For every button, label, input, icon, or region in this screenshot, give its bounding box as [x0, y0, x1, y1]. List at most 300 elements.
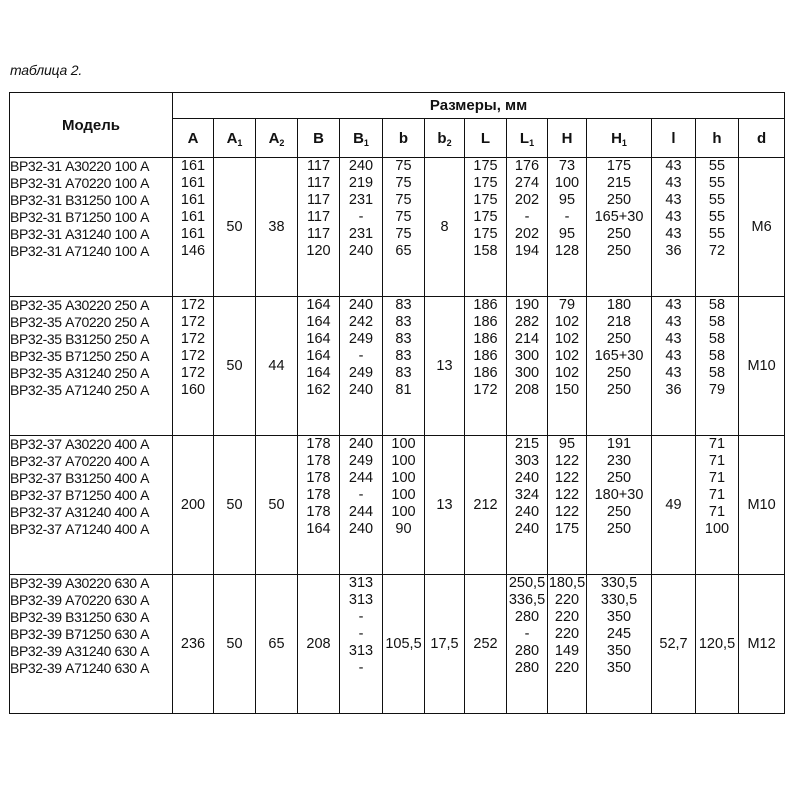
dimension-value: 180 [606, 297, 632, 313]
dimension-value: 220 [554, 592, 580, 608]
model-name: ВР32-35 А30220 250 А [10, 297, 150, 313]
column-header-subscript: 2 [446, 137, 452, 148]
dimension-value: 175 [554, 521, 580, 537]
model-list-cell [10, 436, 173, 575]
dimension-value: 186 [473, 297, 498, 313]
dimension-value: 250,5 [508, 575, 546, 591]
dimension-value: 240 [514, 504, 540, 520]
dimension-value: 149 [554, 643, 580, 659]
dimension-value: М6 [751, 218, 772, 235]
dimension-value: 36 [665, 243, 682, 259]
table-caption: таблица 2. [10, 62, 83, 78]
dimension-cell [383, 436, 425, 575]
dimension-value: 100 [391, 504, 416, 520]
dimension-value: 43 [665, 158, 682, 174]
dimension-cell [652, 297, 696, 436]
model-name: ВР32-37 А31240 400 А [10, 504, 150, 520]
dimension-value: 175 [473, 175, 498, 191]
dimension-value: 250 [606, 504, 632, 520]
dimension-value: 214 [514, 331, 540, 347]
dimension-value: 172 [180, 348, 206, 364]
dimension-cell [548, 158, 587, 297]
dimension-value: 172 [180, 297, 206, 313]
dimension-value: 43 [665, 348, 682, 364]
dimension-value: 100 [391, 453, 416, 469]
dimension-value: - [358, 609, 364, 625]
dimension-value: 350 [606, 643, 632, 659]
dimension-value: 240 [348, 297, 374, 313]
dimension-cell [696, 575, 739, 714]
model-name: ВР32-39 А31240 630 А [10, 643, 150, 659]
header-row-group [10, 93, 785, 119]
dimension-value: 65 [268, 635, 285, 652]
dimension-value: 220 [554, 626, 580, 642]
dimension-cell [696, 436, 739, 575]
dimension-cell [340, 158, 383, 297]
dimension-value: 200 [180, 496, 206, 513]
dimension-cell [548, 297, 587, 436]
column-header-letter: A [226, 129, 238, 147]
dimension-value: 75 [395, 175, 412, 191]
dimension-value: 231 [348, 192, 374, 208]
dimension-value: 172 [180, 331, 206, 347]
dimension-value: 180+30 [594, 487, 644, 503]
dimension-cell [425, 436, 465, 575]
dimension-value: 215 [514, 436, 540, 452]
dimension-value: - [564, 209, 570, 225]
dimension-value: 164 [306, 348, 331, 364]
column-header-letter: b [437, 129, 447, 147]
dimension-value: 161 [180, 209, 206, 225]
dimension-value: 75 [395, 209, 412, 225]
model-header: Модель [10, 93, 173, 158]
dimension-value: 250 [606, 382, 632, 398]
dimension-cell [652, 158, 696, 297]
dimension-value: 122 [554, 470, 580, 486]
dimension-cell [383, 158, 425, 297]
model-list-cell [10, 297, 173, 436]
dimension-value: 178 [306, 436, 331, 452]
column-header [465, 119, 507, 158]
dimension-value: 175 [473, 226, 498, 242]
dimension-value: 120,5 [698, 635, 736, 652]
dimension-cell [340, 297, 383, 436]
column-header [739, 119, 785, 158]
dimension-cell [587, 436, 652, 575]
column-header-letter: A [268, 129, 280, 147]
dimension-value: 43 [665, 297, 682, 313]
column-header-letter: l [671, 129, 676, 147]
column-header [340, 119, 383, 158]
dimension-value: 117 [306, 209, 331, 225]
dimensions-table [9, 92, 785, 714]
dimension-value: 71 [708, 470, 726, 486]
dimension-value: 50 [268, 496, 285, 513]
dimension-value: 172 [473, 382, 498, 398]
dimension-cell [587, 158, 652, 297]
dimension-value: 274 [514, 175, 540, 191]
dimension-value: - [358, 209, 364, 225]
dimension-value: 202 [514, 226, 540, 242]
dimension-cell [739, 297, 785, 436]
dimension-value: 164 [306, 297, 331, 313]
column-header [173, 119, 214, 158]
dimension-value: 50 [226, 496, 243, 513]
dimension-value: 120 [306, 243, 331, 259]
dimension-value: 250 [606, 365, 632, 381]
dimension-value: 282 [514, 314, 540, 330]
dimension-value: 17,5 [430, 635, 459, 652]
dimension-cell [256, 158, 298, 297]
dimension-value: 43 [665, 365, 682, 381]
dimension-value: 102 [554, 331, 580, 347]
dimension-value: - [358, 626, 364, 642]
dimension-value: 102 [554, 314, 580, 330]
dimension-value: 100 [554, 175, 580, 191]
model-name: ВР32-37 В71250 400 А [10, 487, 150, 503]
model-name: ВР32-31 В31250 100 А [10, 192, 150, 208]
dimension-value: 252 [473, 635, 498, 652]
dimension-value: 249 [348, 331, 374, 347]
dimension-value: 178 [306, 470, 331, 486]
dimension-value: 83 [395, 314, 412, 330]
dimension-value: 165+30 [594, 209, 644, 225]
dimension-cell [173, 436, 214, 575]
dimension-value: 164 [306, 365, 331, 381]
dimension-value: 71 [708, 504, 726, 520]
dimension-value: 117 [306, 192, 331, 208]
dimension-value: 160 [180, 382, 206, 398]
dimension-cell [383, 297, 425, 436]
dimension-value: 102 [554, 348, 580, 364]
model-name: ВР32-39 А70220 630 А [10, 592, 150, 608]
dimension-cell [739, 158, 785, 297]
dimension-value: 249 [348, 365, 374, 381]
dimension-value: М10 [747, 496, 776, 513]
dimension-value: 219 [348, 175, 374, 191]
dimension-value: 324 [514, 487, 540, 503]
column-header [696, 119, 739, 158]
dimension-value: 240 [348, 382, 374, 398]
dimension-value: 100 [391, 470, 416, 486]
column-header-letter: H [611, 129, 622, 147]
dimension-value: 71 [708, 487, 726, 503]
dimension-value: 175 [473, 192, 498, 208]
dimension-value: 43 [665, 314, 682, 330]
dimension-value: 8 [440, 218, 449, 235]
dimension-value: 230 [606, 453, 632, 469]
dimension-value: 105,5 [385, 635, 422, 652]
column-header [652, 119, 696, 158]
dimension-cell [425, 575, 465, 714]
dimension-value: 50 [226, 218, 243, 235]
dimension-cell [652, 575, 696, 714]
dimension-value: 117 [306, 226, 331, 242]
dimension-value: 58 [708, 365, 726, 381]
column-header-letter: B [313, 129, 324, 147]
model-list-cell [10, 575, 173, 714]
dimension-value: 244 [348, 470, 374, 486]
dimension-value: 75 [395, 158, 412, 174]
dimension-cell [739, 436, 785, 575]
dimension-value: 50 [226, 635, 243, 652]
dimension-value: 250 [606, 521, 632, 537]
model-name: ВР32-39 А30220 630 А [10, 575, 150, 591]
dimension-value: 300 [514, 348, 540, 364]
dimension-value: 178 [306, 453, 331, 469]
dimension-value: 161 [180, 175, 206, 191]
dimension-value: 245 [606, 626, 632, 642]
column-header-letter: B [353, 129, 364, 147]
dimension-value: 250 [606, 331, 632, 347]
dimension-value: 208 [514, 382, 540, 398]
column-header [214, 119, 256, 158]
dimension-value: 280 [514, 609, 540, 625]
dimension-cell [652, 436, 696, 575]
dimension-value: 350 [606, 609, 632, 625]
dimension-value: 336,5 [508, 592, 546, 608]
dimension-value: 175 [473, 209, 498, 225]
dimension-value: 249 [348, 453, 374, 469]
dimension-value: 330,5 [600, 592, 638, 608]
dimension-value: 180,5 [548, 575, 586, 591]
column-header-letter: b [398, 129, 409, 147]
dimension-value: 102 [554, 365, 580, 381]
model-name: ВР32-31 А30220 100 А [10, 158, 150, 174]
dimension-value: 73 [558, 158, 576, 174]
model-name: ВР32-31 В71250 100 А [10, 209, 150, 225]
dimension-value: 83 [395, 348, 412, 364]
dimension-value: 250 [606, 470, 632, 486]
dimension-cell [173, 158, 214, 297]
model-group-row [10, 436, 785, 575]
dimension-value: 83 [395, 365, 412, 381]
dimension-cell [340, 436, 383, 575]
dimension-value: 240 [348, 243, 374, 259]
dimension-value: 52,7 [659, 635, 688, 652]
dimension-value: 303 [514, 453, 540, 469]
dimension-value: 313 [348, 643, 374, 659]
dimension-value: 240 [348, 158, 374, 174]
dimension-cell [214, 575, 256, 714]
dimension-value: 186 [473, 314, 498, 330]
dimension-value: 58 [708, 297, 726, 313]
dimension-value: 65 [395, 243, 412, 259]
dimension-value: 146 [180, 243, 206, 259]
model-name: ВР32-37 А30220 400 А [10, 436, 150, 452]
dimension-cell [298, 297, 340, 436]
dimension-value: - [524, 209, 530, 225]
dimension-value: 178 [306, 487, 331, 503]
dimension-value: 122 [554, 504, 580, 520]
dimension-cell [507, 297, 548, 436]
column-header [507, 119, 548, 158]
model-group-row [10, 575, 785, 714]
dimension-cell [256, 436, 298, 575]
column-header-subscript: 2 [279, 137, 285, 148]
dimension-value: М10 [747, 357, 776, 374]
model-name: ВР32-39 В31250 630 А [10, 609, 150, 625]
column-header-letter: H [561, 129, 573, 147]
dimension-value: 215 [606, 175, 632, 191]
dimension-value: 71 [708, 453, 726, 469]
dimension-cell [298, 158, 340, 297]
dimension-value: 100 [391, 436, 416, 452]
dimension-cell [214, 436, 256, 575]
dimension-cell [507, 158, 548, 297]
dimension-value: 95 [558, 226, 576, 242]
dimension-value: 186 [473, 365, 498, 381]
dimension-value: 178 [306, 504, 331, 520]
model-name: ВР32-31 А70220 100 А [10, 175, 150, 191]
column-header [256, 119, 298, 158]
dimension-value: 164 [306, 314, 331, 330]
dimension-value: 161 [180, 226, 206, 242]
dimension-cell [214, 297, 256, 436]
column-header-letter: A [187, 129, 199, 147]
dimension-value: 43 [665, 226, 682, 242]
column-header-subscript: 1 [237, 137, 243, 148]
dimension-cell [173, 575, 214, 714]
dimension-value: 244 [348, 504, 374, 520]
dimension-value: 172 [180, 314, 206, 330]
dimension-value: 280 [514, 660, 540, 676]
dimension-value: 13 [436, 496, 453, 513]
model-name: ВР32-31 А71240 100 А [10, 243, 150, 259]
dimension-value: 172 [180, 365, 206, 381]
dimension-cell [548, 436, 587, 575]
dimension-value: 83 [395, 331, 412, 347]
dimension-value: 240 [514, 521, 540, 537]
model-group-row [10, 297, 785, 436]
dimension-cell [587, 297, 652, 436]
dimension-value: 38 [268, 218, 285, 235]
model-name: ВР32-35 В31250 250 А [10, 331, 150, 347]
dimension-value: - [524, 626, 530, 642]
dimension-cell [548, 575, 587, 714]
dimension-value: 250 [606, 243, 632, 259]
dimension-value: 95 [558, 192, 576, 208]
dimension-value: 100 [704, 521, 730, 537]
dimension-cell [696, 158, 739, 297]
dimension-value: 13 [436, 357, 453, 374]
dimension-cell [340, 575, 383, 714]
column-header [587, 119, 652, 158]
dimension-value: 236 [180, 635, 206, 652]
dimension-value: 55 [708, 226, 726, 242]
dimension-value: 218 [606, 314, 632, 330]
dimension-value: 250 [606, 226, 632, 242]
dimension-value: 280 [514, 643, 540, 659]
dimension-value: 83 [395, 297, 412, 313]
dimension-cell [696, 297, 739, 436]
dimension-value: 95 [558, 436, 576, 452]
model-group-row [10, 158, 785, 297]
dimension-cell [256, 575, 298, 714]
column-header [298, 119, 340, 158]
dimension-value: 350 [606, 660, 632, 676]
model-name: ВР32-35 А31240 250 А [10, 365, 150, 381]
dimension-cell [383, 575, 425, 714]
dimensions-header: Размеры, мм [173, 93, 785, 119]
model-name: ВР32-31 А31240 100 А [10, 226, 150, 242]
dimension-value: 75 [395, 192, 412, 208]
column-header-letter: L [480, 129, 491, 147]
dimension-value: 250 [606, 192, 632, 208]
dimension-value: 240 [348, 521, 374, 537]
model-name: ВР32-35 А70220 250 А [10, 314, 150, 330]
dimension-value: 79 [558, 297, 576, 313]
dimension-value: 43 [665, 209, 682, 225]
dimension-value: 55 [708, 192, 726, 208]
dimension-value: 300 [514, 365, 540, 381]
dimension-value: 117 [306, 175, 331, 191]
dimension-value: 165+30 [594, 348, 644, 364]
dimension-cell [298, 436, 340, 575]
dimension-value: 186 [473, 331, 498, 347]
column-header-letter: L [519, 129, 530, 147]
dimension-value: 220 [554, 660, 580, 676]
dimension-cell [214, 158, 256, 297]
dimension-cell [465, 297, 507, 436]
dimension-value: 212 [473, 496, 498, 513]
column-header-subscript: 1 [363, 137, 369, 148]
dimension-value: 220 [554, 609, 580, 625]
dimension-value: 44 [268, 357, 285, 374]
dimension-value: 122 [554, 487, 580, 503]
dimension-value: 231 [348, 226, 374, 242]
dimension-value: 55 [708, 175, 726, 191]
dimension-value: 55 [708, 158, 726, 174]
dimension-cell [173, 297, 214, 436]
dimension-value: 71 [708, 436, 726, 452]
dimension-value: 242 [348, 314, 374, 330]
table-body [10, 158, 785, 714]
dimension-value: 202 [514, 192, 540, 208]
dimension-value: 122 [554, 453, 580, 469]
dimension-value: 313 [348, 575, 374, 591]
model-name: ВР32-35 В71250 250 А [10, 348, 150, 364]
dimension-value: 43 [665, 331, 682, 347]
dimension-value: 36 [665, 382, 682, 398]
dimension-cell [507, 436, 548, 575]
dimension-value: 161 [180, 158, 206, 174]
dimension-cell [739, 575, 785, 714]
dimension-value: 313 [348, 592, 374, 608]
dimension-cell [465, 575, 507, 714]
dimension-value: - [358, 487, 364, 503]
dimension-value: 164 [306, 331, 331, 347]
dimension-value: 117 [306, 158, 331, 174]
dimension-cell [507, 575, 548, 714]
dimension-value: 75 [395, 226, 412, 242]
dimension-value: 330,5 [600, 575, 638, 591]
dimension-cell [256, 297, 298, 436]
dimension-cell [587, 575, 652, 714]
dimension-value: 55 [708, 209, 726, 225]
dimension-value: 175 [473, 158, 498, 174]
dimension-value: 158 [473, 243, 498, 259]
dimension-value: 240 [348, 436, 374, 452]
dimension-value: 161 [180, 192, 206, 208]
model-list-cell [10, 158, 173, 297]
dimension-value: 191 [606, 436, 632, 452]
column-header-letter: d [756, 129, 767, 147]
dimension-value: 81 [395, 382, 412, 398]
dimension-value: 186 [473, 348, 498, 364]
dimension-value: 50 [226, 357, 243, 374]
dimension-cell [465, 436, 507, 575]
